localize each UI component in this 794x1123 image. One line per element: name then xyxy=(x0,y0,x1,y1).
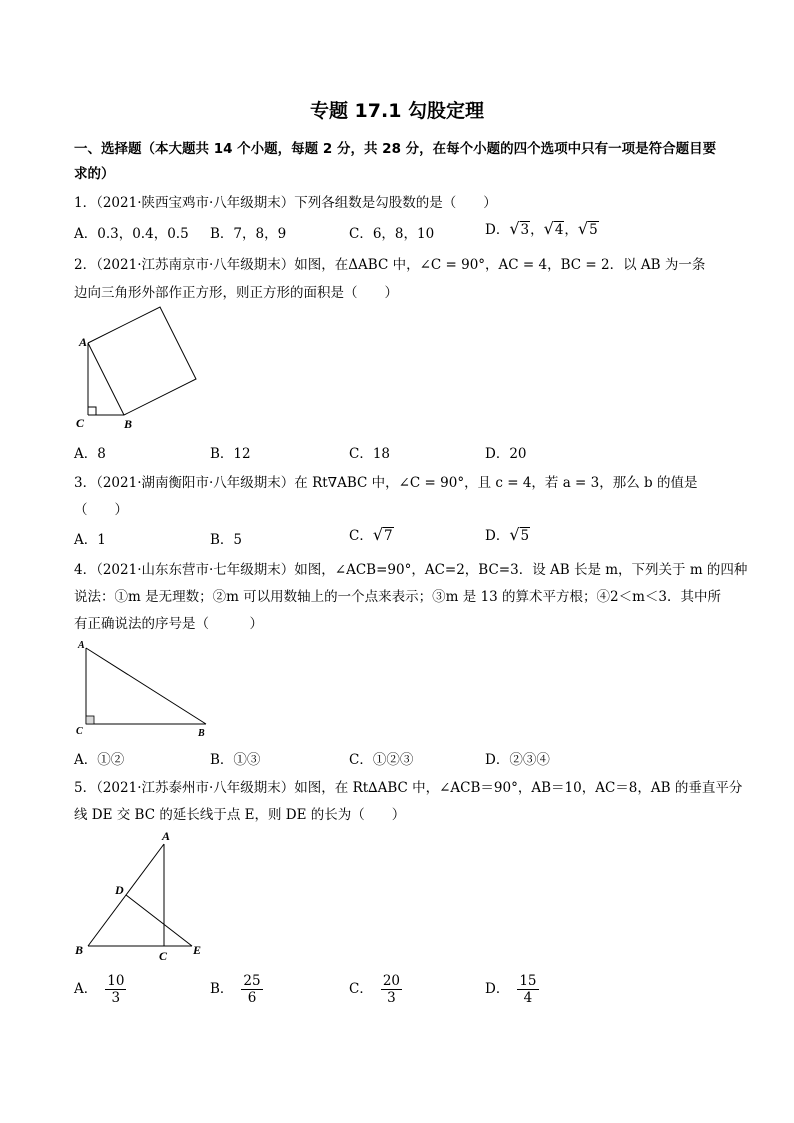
question-1-option-b: B．7，8，9 xyxy=(210,226,287,242)
label-d: D xyxy=(115,883,124,897)
question-2-option-d: D．20 xyxy=(485,446,527,462)
label-c: C xyxy=(159,949,168,963)
question-4-stem-line1: 4．（2021·山东东营市·七年级期末）如图，∠ACB=90°，AC=2，BC=3．设 AB 长是 m，下列关于 m 的四种 xyxy=(74,562,748,578)
question-4-option-b: B．①③ xyxy=(210,752,261,768)
question-5-option-d: D． $\frac{15}{4}$ xyxy=(485,973,537,1006)
label-b: B xyxy=(75,943,84,957)
label-c: C xyxy=(76,726,83,737)
question-4-figure xyxy=(74,638,224,738)
question-3-option-c: C．√7 xyxy=(349,525,393,544)
question-5-stem-line2: 线 DE 交 BC 的延长线于点 E，则 DE 的长为（ ） xyxy=(74,807,406,823)
right-angle-mark xyxy=(86,716,94,724)
question-3-stem-line1: 3．（2021·湖南衡阳市·八年级期末）在 Rt∇ABC 中，∠C = 90°，且 c = 4，若 a = 3，那么 b 的值是 xyxy=(74,475,698,491)
question-5-figure xyxy=(72,828,217,964)
question-5-option-c: C． $\frac{20}{3}$ xyxy=(349,973,401,1006)
page-title: 专题 17.1 勾股定理 xyxy=(309,100,485,122)
question-2-stem-line2: 边向三角形外部作正方形，则正方形的面积是（ ） xyxy=(74,285,398,301)
segment-ab xyxy=(86,648,206,724)
question-1-option-c: C．6，8，10 xyxy=(349,226,435,242)
question-1-stem: 1．（2021·陕西宝鸡市·八年级期末）下列各组数是勾股数的是（ ） xyxy=(74,195,497,211)
question-4-stem-line2: 说法：①m 是无理数；②m 可以用数轴上的一个点来表示；③m 是 13 的算术平方根；④2＜m＜3．其中所 xyxy=(74,589,722,605)
right-angle-mark xyxy=(88,407,96,415)
label-e: E xyxy=(193,943,202,957)
segment-de xyxy=(126,895,192,946)
label-b: B xyxy=(198,728,205,738)
question-4-stem-line3: 有正确说法的序号是（ ） xyxy=(74,616,263,632)
question-4-option-d: D．②③④ xyxy=(485,752,550,768)
label-a: A xyxy=(78,640,85,651)
question-2-option-b: B．12 xyxy=(210,446,251,462)
question-5-stem-line1: 5．（2021·江苏泰州市·八年级期末）如图，在 Rt∆ABC 中，∠ACB＝90°，AB＝10，AC＝8，AB 的垂直平分 xyxy=(74,780,743,796)
question-3-option-b: B．5 xyxy=(210,532,243,548)
question-3-stem-line2: （ ） xyxy=(74,502,128,518)
question-4-option-a: A．①② xyxy=(74,752,125,768)
label-b: B xyxy=(124,417,133,431)
section-heading-line2: 求的） xyxy=(74,166,115,182)
question-1-option-d: D．√3，√4，√5 xyxy=(485,219,598,238)
label-a: A xyxy=(162,829,171,843)
question-2-option-c: C．18 xyxy=(349,446,391,462)
question-2-option-a: A．8 xyxy=(74,446,106,462)
question-2-figure xyxy=(74,305,204,433)
question-5-option-b: B． $\frac{25}{6}$ xyxy=(210,973,261,1006)
question-3-option-a: A．1 xyxy=(74,532,106,548)
label-c: C xyxy=(76,416,85,430)
question-4-option-c: C．①②③ xyxy=(349,752,414,768)
question-1-option-a: A．0.3，0.4，0.5 xyxy=(74,226,189,242)
segment-ab xyxy=(88,343,124,415)
question-2-stem-line1: 2．（2021·江苏南京市·八年级期末）如图，在ΔABC 中，∠C = 90°，AC = 4，BC = 2．以 AB 为一条 xyxy=(74,257,706,273)
square-on-ab xyxy=(88,307,196,415)
label-a: A xyxy=(79,335,88,349)
section-heading-line1: 一、选择题（本大题共 14 个小题，每题 2 分，共 28 分，在每个小题的四个选项中只有一项是符合题目要 xyxy=(74,141,717,157)
question-3-option-d: D．√5 xyxy=(485,525,530,544)
question-5-option-a: A． $\frac{10}{3}$ xyxy=(74,973,125,1006)
